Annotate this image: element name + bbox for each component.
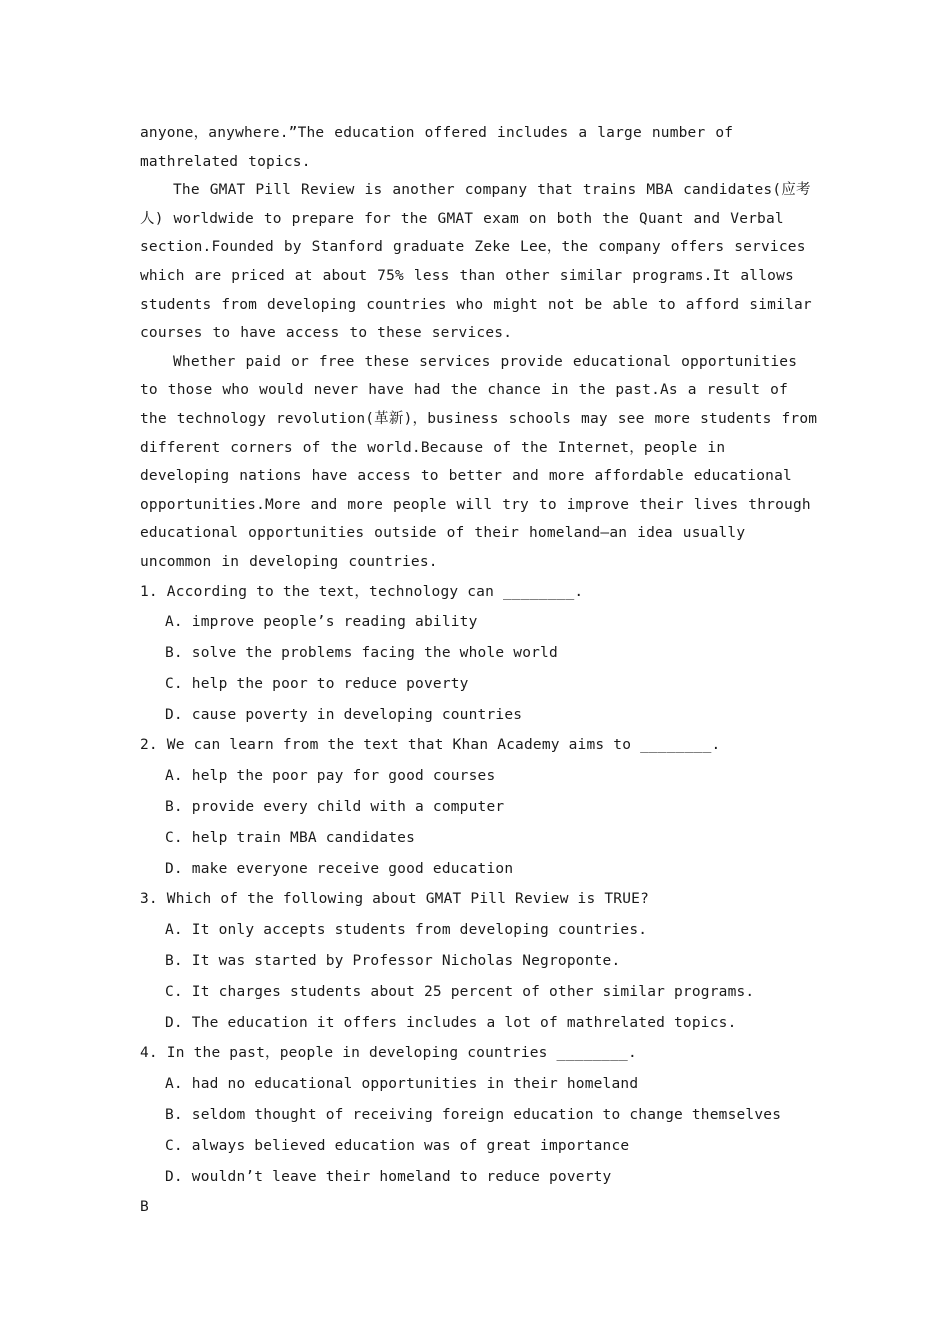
option-d: D. wouldn’t leave their homeland to reduce poverty xyxy=(165,1168,612,1185)
option-list xyxy=(140,915,820,1038)
option-a: A. It only accepts students from developing countries. xyxy=(165,922,648,939)
option-b: B. solve the problems facing the whole world xyxy=(165,645,558,662)
passage-paragraph-2: The GMAT Pill Review is another company that trains MBA candidates(应考人) worldwide to prepare for the GMAT exam on both the Quant and Verbal section.Founded by Stanford graduate Zeke Lee，the company offers services which are priced at about 75% less than other similar programs.It allows students from developing countries who might not be able to afford similar courses to have access to these services. xyxy=(140,182,812,342)
question-stem: 1. According to the text，technology can ________. xyxy=(140,583,584,600)
question-2 xyxy=(140,730,820,884)
question-stem: 3. Which of the following about GMAT Pill Review is TRUE? xyxy=(140,891,649,908)
question-3 xyxy=(140,884,820,1038)
option-b: B. provide every child with a computer xyxy=(165,799,505,816)
option-c: C. It charges students about 25 percent of other similar programs. xyxy=(165,983,755,1000)
option-d: D. make everyone receive good education xyxy=(165,860,514,877)
option-d: D. The education it offers includes a lot of mathrelated topics. xyxy=(165,1014,737,1031)
question-4 xyxy=(140,1038,820,1192)
option-list xyxy=(140,761,820,884)
option-a: A. help the poor pay for good courses xyxy=(165,768,496,785)
option-c: C. always believed education was of great importance xyxy=(165,1137,630,1154)
question-stem: 4. In the past，people in developing countries ________. xyxy=(140,1045,637,1062)
document-page xyxy=(140,119,820,1223)
passage xyxy=(140,119,820,577)
section-label: B xyxy=(140,1199,149,1216)
option-a: A. had no educational opportunities in their homeland xyxy=(165,1076,639,1093)
question-1 xyxy=(140,577,820,731)
option-c: C. help the poor to reduce poverty xyxy=(165,675,469,692)
option-d: D. cause poverty in developing countries xyxy=(165,706,523,723)
option-a: A. improve people’s reading ability xyxy=(165,614,478,631)
passage-paragraph-3: Whether paid or free these services provide educational opportunities to those who would never have had the chance in the past.As a result of the technology revolution(革新)，business schools may see more students from different corners of the world.Because of the Internet，people in developing nations have access to better and more affordable educational opportunities.More and more people will try to improve their lives through educational opportunities outside of their homeland—an idea usually uncommon in developing countries. xyxy=(140,353,818,570)
option-b: B. seldom thought of receiving foreign education to change themselves xyxy=(165,1107,782,1124)
option-list xyxy=(140,1069,820,1192)
option-b: B. It was started by Professor Nicholas Negroponte. xyxy=(165,953,621,970)
passage-paragraph-1: anyone，anywhere.”The education offered includes a large number of mathrelated topics. xyxy=(140,125,734,170)
option-c: C. help train MBA candidates xyxy=(165,829,416,846)
question-stem: 2. We can learn from the text that Khan Academy aims to ________. xyxy=(140,737,721,754)
option-list xyxy=(140,607,820,730)
